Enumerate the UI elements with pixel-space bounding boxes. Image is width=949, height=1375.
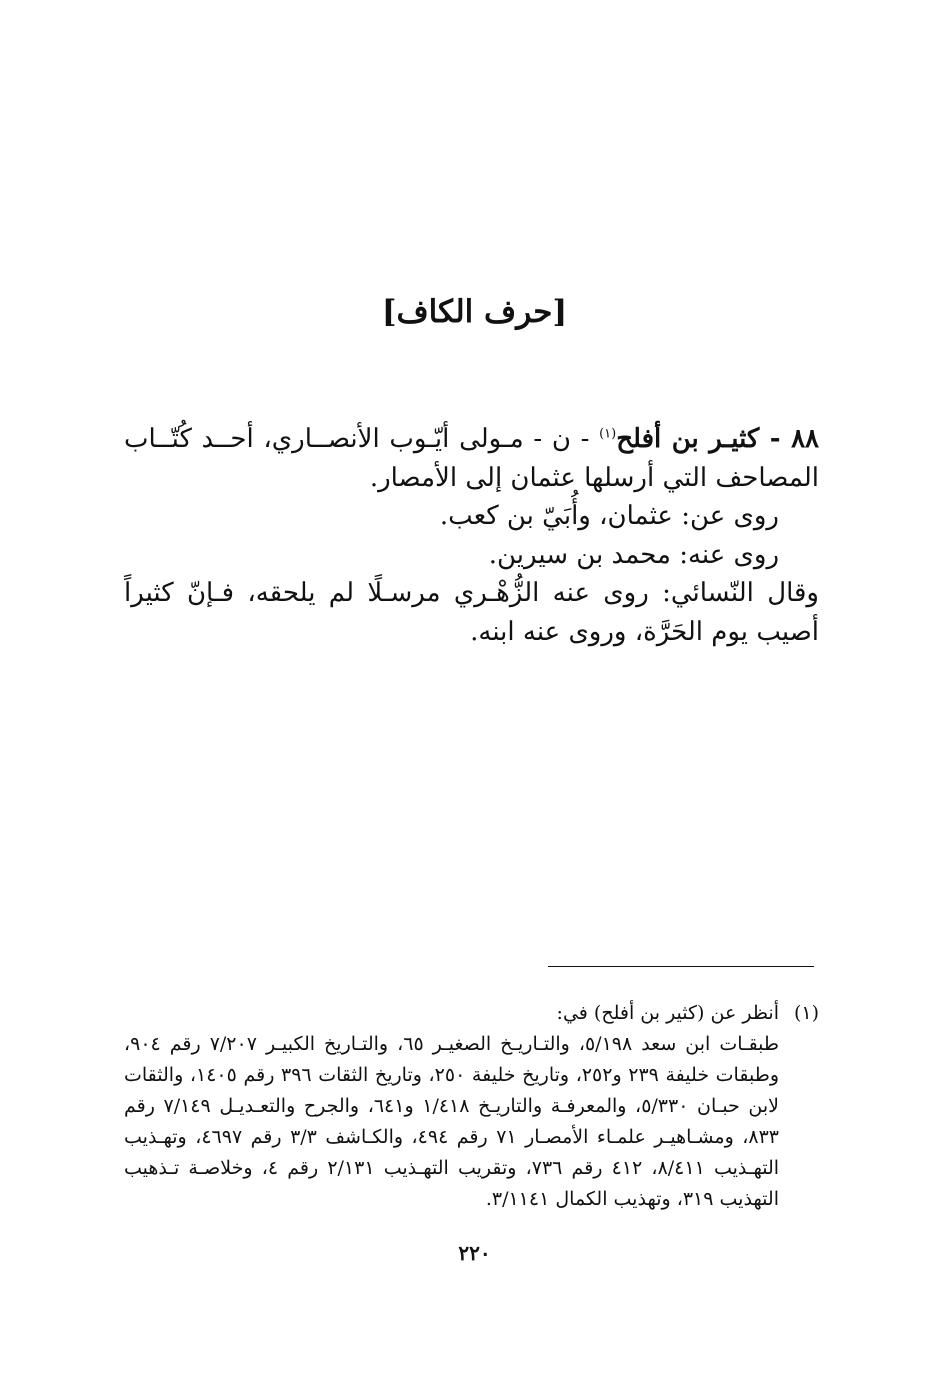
narrated-by-line: روى عنه: محمد بن سيرين. — [488, 539, 779, 570]
narrated-from-line: روى عن: عثمان، وأُبَيّ بن كعب. — [439, 501, 779, 531]
entry-first-paragraph — [124, 420, 819, 497]
footnote-lead-line — [124, 998, 819, 1029]
footnotes — [124, 998, 819, 1215]
entry-description: - ن - مـولى أيّـوب الأنصــاري، أحــد كُتّــاب المصاحف التي أرسلها عثمان إلى الأمصار. — [124, 424, 819, 493]
footnote-separator — [548, 966, 814, 967]
biography-entry — [124, 420, 819, 651]
section-title: [حرف الكاف] — [381, 294, 568, 330]
nasai-note: وقال النّسائي: روى عنه الزُّهْـري مرسـلًا لم يلحقه، فـإنّ كثيراً أصيب يوم الحَرَّة، وروى عنه ابنه. — [124, 578, 819, 647]
footnote-lead: أنظر عن (كثير بن أفلح) في: — [556, 1002, 779, 1024]
footnote-number: (١) — [793, 1002, 819, 1024]
footnote-body: طبقـات ابن سعد ٥/١٩٨، والتـاريـخ الصغيـر ٦٥، والتـاريخ الكبيـر ٧/٢٠٧ رقم ٩٠٤، وطبقات خليفة ٢٣٩ و٢٥٢، وتاريخ خليفة ٢٥٠، وتاريخ الثقات ٣٩٦ رقم ١٤٠٥، والثقات لابن حبـان ٥/٣٣٠، والمعرفـة والتاريـخ ١/٤١٨ و٦٤١، والجرح والتعـديـل ٧/١٤٩ رقم ٨٣٣، ومشـاهيـر علمـاء الأمصـار ٧١ رقم ٤٩٤، والكـاشف ٣/٣ رقم ٤٦٩٧، وتهـذيب التهـذيب ٨/٤١١، ٤١٢ رقم ٧٣٦، وتقريب التهـذيب ٢/١٣١ رقم ٤، وخلاصـة تـذهيب التهذيب ٣١٩، وتهذيب الكمال ٣/١١٤١. — [124, 1033, 780, 1210]
footnote-reference[interactable]: (١) — [599, 426, 617, 442]
entry-headword: ٨٨ - كثيـر بن أفلح — [616, 424, 819, 454]
page-number: ٢٢٠ — [458, 1241, 491, 1265]
